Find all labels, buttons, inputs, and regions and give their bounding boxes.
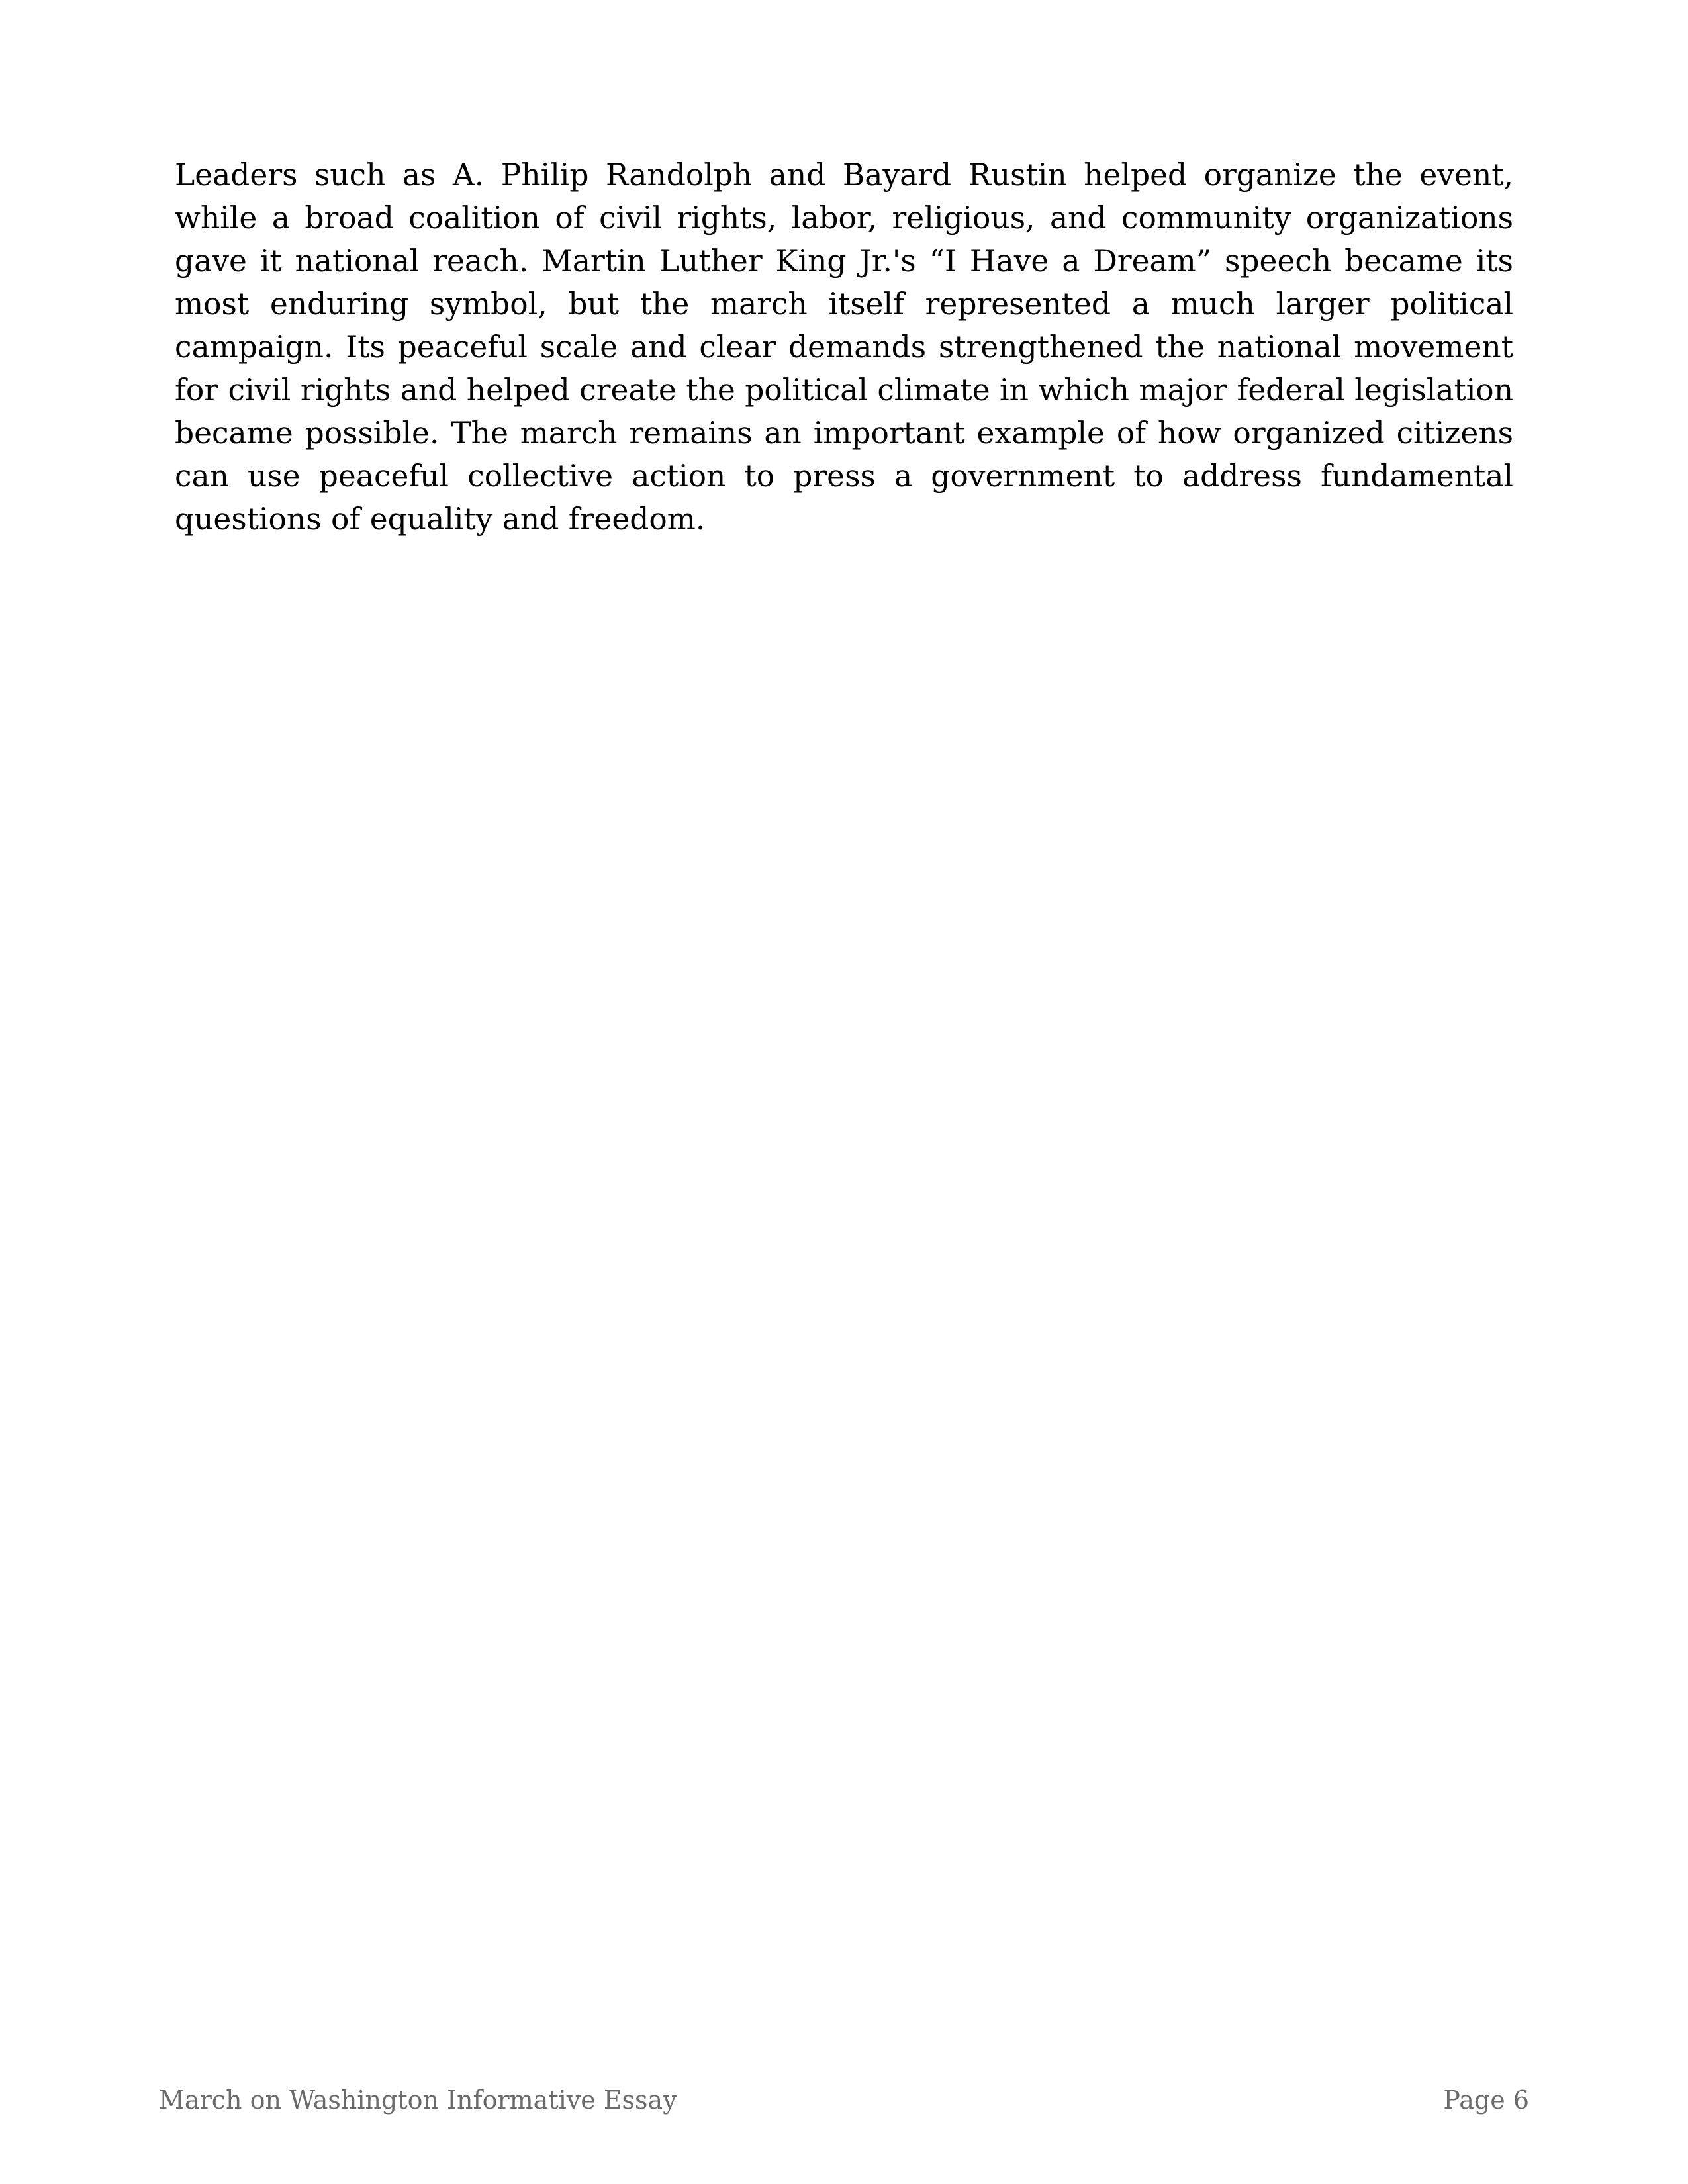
footer-document-title: March on Washington Informative Essay [159,2085,677,2115]
footer-page-number: Page 6 [1443,2085,1529,2115]
body-paragraph: Leaders such as A. Philip Randolph and Bayard Rustin helped organize the event, while a broad coalition of civil rights, labor, religious, and community organizations gave it national reach. Martin Luther King Jr.'s “I Have a Dream” speech became its most enduring symbol, but the march itself represented a much larger political campaign. Its peaceful scale and clear demands strengthened the national movement for civil rights and helped create the political climate in which major federal legislation became possible. The march remains an important example of how organized citizens can use peaceful collective action to press a government to address fundamental questions of equality and freedom. [175,158,1513,537]
